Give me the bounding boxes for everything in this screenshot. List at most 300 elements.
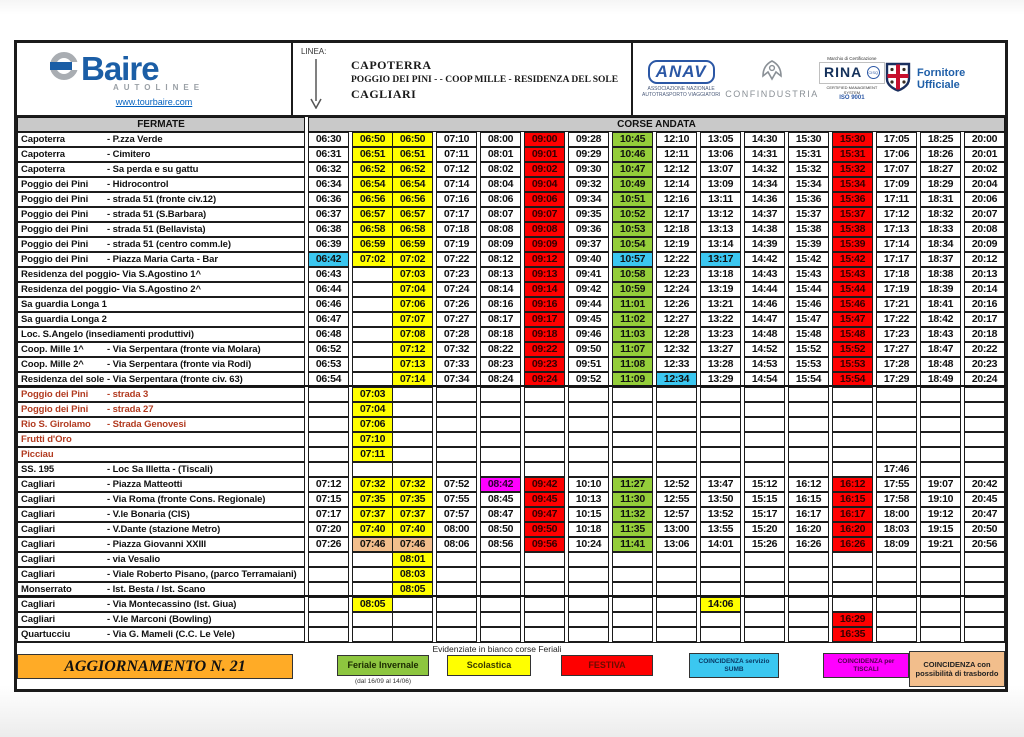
time-cell: 06:54 [308,372,349,387]
time-cell [656,552,697,567]
time-cell [964,552,1005,567]
time-cell: 08:18 [480,327,521,342]
time-cell [700,552,741,567]
time-cell: 18:43 [920,327,961,342]
time-cell: 20:45 [964,492,1005,507]
table-row [17,417,1005,432]
time-cell: 13:12 [700,207,741,222]
time-cell [393,597,433,612]
time-cell [352,282,393,297]
time-cell: 07:14 [393,372,433,387]
time-cell: 06:48 [308,327,349,342]
time-cell: 08:08 [480,222,521,237]
time-cell [964,417,1005,432]
rina-logo [819,56,885,102]
time-cell: 20:24 [964,372,1005,387]
stop-label: Poggio dei Pini - strada 27 [17,402,305,417]
table-row [17,222,1005,237]
table-row [17,567,1005,582]
time-cell [744,462,785,477]
stop-label: Sa guardia Longa 2 [17,312,305,327]
time-cell [612,402,653,417]
time-cell [744,582,785,597]
time-cell: 06:50 [393,132,433,147]
stop-label: Residenza del poggio - Via S.Agostino 1^ [17,267,305,282]
time-cell: 18:48 [920,357,961,372]
time-cell: 14:30 [744,132,785,147]
stop-label: Coop. Mille 2^ - Via Serpentara (fronte via Rodi) [17,357,305,372]
time-cell [788,582,829,597]
time-cell: 17:09 [876,177,917,192]
time-cell [352,312,393,327]
time-cell [920,582,961,597]
time-cell: 18:37 [920,252,961,267]
time-cell [436,447,477,462]
time-cell: 07:02 [352,252,393,267]
time-cell [876,402,917,417]
time-cell: 14:42 [744,252,785,267]
time-cell [612,582,653,597]
time-cell: 07:27 [436,312,477,327]
time-cell: 08:05 [393,582,433,597]
time-cell: 15:34 [788,177,829,192]
time-cell [393,627,433,642]
time-cell [788,402,829,417]
time-cell: 07:57 [436,507,477,522]
time-cell: 17:05 [876,132,917,147]
time-cell [436,597,477,612]
time-cell [612,627,653,642]
time-cell: 10:58 [612,267,653,282]
time-cell: 14:06 [700,597,741,612]
time-cell: 08:02 [480,162,521,177]
time-cell: 07:03 [393,267,433,282]
route-destination: CAGLIARI [351,87,417,101]
time-cell: 14:37 [744,207,785,222]
time-cell [480,552,521,567]
time-cell [656,597,697,612]
time-cell: 07:11 [352,447,393,462]
time-cell: 06:34 [308,177,349,192]
time-cell [524,387,565,402]
time-cell [352,357,393,372]
time-cell [480,387,521,402]
time-cell: 18:03 [876,522,917,537]
time-cell: 15:48 [788,327,829,342]
route-cell [293,43,633,115]
time-cell [524,552,565,567]
confindustria-name: CONFINDUSTRIA [725,88,819,99]
time-cell: 14:48 [744,327,785,342]
time-cell: 17:13 [876,222,917,237]
time-cell: 07:34 [436,372,477,387]
time-cell [352,267,393,282]
time-cell: 11:27 [612,477,653,492]
time-cell [436,462,477,477]
table-row [17,612,1005,627]
time-cell: 15:34 [832,177,873,192]
stop-label: Poggio dei Pini - strada 51 (fronte civ.12) [17,192,305,207]
time-cell [612,387,653,402]
time-cell: 12:19 [656,237,697,252]
time-cell: 07:35 [393,492,433,507]
time-cell: 12:10 [656,132,697,147]
time-cell: 06:52 [393,162,433,177]
time-cell: 17:06 [876,147,917,162]
time-cell: 20:00 [964,132,1005,147]
table-row [17,132,1005,147]
stop-label: Capoterra - P.zza Verde [17,132,305,147]
time-cell [656,417,697,432]
time-cell [920,612,961,627]
time-cell: 07:19 [436,237,477,252]
table-row [17,312,1005,327]
time-cell: 07:06 [393,297,433,312]
time-cell [612,462,653,477]
time-cell: 10:46 [612,147,653,162]
time-cell: 09:46 [568,327,609,342]
legend-coincidenza-tiscali: COINCIDENZA per TISCALI [823,653,909,678]
time-cell [788,627,829,642]
time-cell: 07:33 [436,357,477,372]
time-cell: 15:43 [832,267,873,282]
time-cell [524,612,565,627]
stop-label: Picciau [17,447,305,462]
table-row [17,582,1005,597]
time-cell: 18:38 [920,267,961,282]
time-cell: 06:31 [308,147,349,162]
time-cell: 20:13 [964,267,1005,282]
time-cell: 19:12 [920,507,961,522]
time-cell: 20:50 [964,522,1005,537]
time-cell: 09:47 [524,507,565,522]
time-cell [612,417,653,432]
time-cell: 06:56 [393,192,433,207]
time-cell: 07:46 [352,537,393,552]
time-cell: 16:15 [788,492,829,507]
time-cell [832,432,873,447]
time-cell: 16:26 [788,537,829,552]
time-cell: 07:32 [393,477,433,492]
time-cell [656,567,697,582]
time-cell: 08:03 [393,567,433,582]
cisq-badge-icon: CISQ [867,66,880,79]
time-cell: 16:35 [832,627,873,642]
time-cell [436,612,477,627]
time-cell [308,447,349,462]
time-cell [788,432,829,447]
time-cell [700,402,741,417]
table-row [17,147,1005,162]
time-cell [308,552,349,567]
time-cell: 11:01 [612,297,653,312]
time-cell: 09:50 [524,522,565,537]
time-cell: 06:30 [308,132,349,147]
time-cell [964,582,1005,597]
time-cell [568,462,609,477]
time-cell: 10:57 [612,252,653,267]
time-cell: 19:10 [920,492,961,507]
time-cell: 09:40 [568,252,609,267]
time-cell: 06:52 [308,342,349,357]
time-cell [920,387,961,402]
time-cell [744,432,785,447]
time-cell [524,627,565,642]
time-cell [744,447,785,462]
time-cell: 09:00 [524,132,565,147]
time-cell [656,462,697,477]
time-cell [832,567,873,582]
time-cell: 12:55 [656,492,697,507]
time-cell [876,387,917,402]
time-cell: 15:38 [788,222,829,237]
time-cell [876,567,917,582]
time-cell: 13:06 [656,537,697,552]
time-cell: 07:22 [436,252,477,267]
time-cell [920,447,961,462]
time-cell: 07:37 [352,507,393,522]
time-cell: 12:23 [656,267,697,282]
time-cell: 20:04 [964,177,1005,192]
timetable-sheet [14,40,1008,692]
time-cell: 07:40 [393,522,433,537]
time-cell: 18:27 [920,162,961,177]
legend-festiva: FESTIVA [561,655,653,676]
time-cell [700,417,741,432]
time-cell [393,462,433,477]
time-cell [700,462,741,477]
table-row [17,447,1005,462]
table-row [17,432,1005,447]
time-cell [393,432,433,447]
time-cell: 07:18 [436,222,477,237]
table-row [17,402,1005,417]
time-cell [480,462,521,477]
time-cell: 15:44 [832,282,873,297]
table-row [17,537,1005,552]
time-cell [393,387,433,402]
time-cell [524,447,565,462]
time-cell: 16:12 [832,477,873,492]
time-cell [920,552,961,567]
time-cell [568,402,609,417]
time-cell: 12:33 [656,357,697,372]
time-cell: 15:53 [832,357,873,372]
time-cell: 18:31 [920,192,961,207]
time-cell [352,327,393,342]
time-cell: 11:30 [612,492,653,507]
time-cell [920,432,961,447]
time-cell: 14:39 [744,237,785,252]
time-cell: 06:58 [393,222,433,237]
legend-feriale-caption: (dal 16/09 al 14/06) [354,678,411,685]
stop-label: Poggio dei Pini - strada 51 (S.Barbara) [17,207,305,222]
time-cell [436,402,477,417]
time-cell: 15:32 [788,162,829,177]
time-cell: 15:47 [832,312,873,327]
time-cell [656,432,697,447]
rina-caption-top: Marchio di Certificazione [827,56,877,61]
brand-subtitle: AUTOLINEE [113,83,205,92]
anav-caption: ASSOCIAZIONE NAZIONALE AUTOTRASPORTO VIAGGIATORI [642,86,721,98]
table-row [17,522,1005,537]
time-cell [568,597,609,612]
time-cell [744,627,785,642]
time-cell [656,447,697,462]
time-cell [393,417,433,432]
time-cell: 11:09 [612,372,653,387]
time-cell [480,447,521,462]
time-cell [480,612,521,627]
stop-label: Capoterra - Sa perda e su gattu [17,162,305,177]
time-cell [612,447,653,462]
time-cell: 11:08 [612,357,653,372]
time-cell: 12:27 [656,312,697,327]
eagle-icon [759,69,785,86]
time-cell: 20:22 [964,342,1005,357]
time-cell [352,582,393,597]
time-cell [436,552,477,567]
time-cell: 15:37 [788,207,829,222]
time-cell: 11:07 [612,342,653,357]
time-cell: 13:13 [700,222,741,237]
time-cell: 07:08 [393,327,433,342]
time-cell: 14:44 [744,282,785,297]
time-cell: 06:51 [393,147,433,162]
time-cell: 15:26 [744,537,785,552]
time-cell: 14:31 [744,147,785,162]
table-row [17,282,1005,297]
stop-label: Cagliari - Viale Roberto Pisano, (parco Terramaiani) [17,567,305,582]
time-cell: 07:16 [436,192,477,207]
time-cell [876,552,917,567]
time-cell: 12:22 [656,252,697,267]
time-cell: 07:26 [436,297,477,312]
time-cell: 06:39 [308,237,349,252]
time-cell [744,417,785,432]
time-cell: 09:50 [568,342,609,357]
legend-coincidenza-sumb: COINCIDENZA servizio SUMB [689,653,779,678]
time-cell: 12:14 [656,177,697,192]
time-cell: 13:17 [700,252,741,267]
time-cell: 12:32 [656,342,697,357]
time-cell: 08:12 [480,252,521,267]
time-cell: 14:43 [744,267,785,282]
time-cell: 06:54 [352,177,393,192]
time-cell: 09:02 [524,162,565,177]
time-cell: 17:58 [876,492,917,507]
time-cell: 09:07 [524,207,565,222]
time-cell [308,567,349,582]
time-cell [920,417,961,432]
time-cell: 07:23 [436,267,477,282]
time-cell [832,582,873,597]
anav-logo [637,60,725,98]
time-cell: 09:34 [568,192,609,207]
time-cell [524,417,565,432]
time-cell: 19:07 [920,477,961,492]
time-cell: 07:40 [352,522,393,537]
time-cell: 19:15 [920,522,961,537]
time-cell [876,612,917,627]
time-cell: 18:32 [920,207,961,222]
time-cell: 06:59 [393,237,433,252]
time-cell: 20:23 [964,357,1005,372]
table-row [17,177,1005,192]
time-cell [964,387,1005,402]
time-cell: 18:47 [920,342,961,357]
fornitore-label: Fornitore Ufficiale [917,67,966,91]
website-link[interactable]: www.tourbaire.com [115,97,193,107]
time-cell: 10:52 [612,207,653,222]
time-cell [568,387,609,402]
time-cell: 06:36 [308,192,349,207]
time-cell: 12:52 [656,477,697,492]
time-cell [524,432,565,447]
time-cell: 14:34 [744,177,785,192]
time-cell [393,402,433,417]
time-cell: 07:37 [393,507,433,522]
time-cell: 07:06 [352,417,393,432]
time-cell: 19:21 [920,537,961,552]
time-cell: 15:31 [788,147,829,162]
time-cell: 16:20 [788,522,829,537]
time-cell: 15:54 [832,372,873,387]
time-cell: 07:10 [352,432,393,447]
time-cell: 12:18 [656,222,697,237]
baire-ring-icon [47,49,81,88]
time-cell [700,627,741,642]
time-cell: 11:35 [612,522,653,537]
time-cell [964,597,1005,612]
time-cell: 18:25 [920,132,961,147]
time-cell: 09:14 [524,282,565,297]
time-cell: 08:00 [480,132,521,147]
time-cell [480,402,521,417]
stop-label: Quartucciu - Via G. Mameli (C.C. Le Vele) [17,627,305,642]
time-cell [352,342,393,357]
table-row [17,627,1005,642]
time-cell: 09:18 [524,327,565,342]
time-cell: 07:55 [436,492,477,507]
time-cell [352,372,393,387]
time-cell: 07:04 [393,282,433,297]
time-cell: 18:09 [876,537,917,552]
time-cell: 15:32 [832,162,873,177]
update-badge: AGGIORNAMENTO N. 21 [17,654,293,679]
stop-label: Cagliari - V.Dante (stazione Metro) [17,522,305,537]
time-cell: 16:20 [832,522,873,537]
table-row [17,462,1005,477]
time-cell: 10:15 [568,507,609,522]
time-cell: 16:15 [832,492,873,507]
time-cell: 15:37 [832,207,873,222]
time-cell [524,402,565,417]
time-cell [788,552,829,567]
time-cell: 17:22 [876,312,917,327]
time-cell [788,462,829,477]
time-cell: 18:29 [920,177,961,192]
time-cell [612,597,653,612]
time-cell: 06:59 [352,237,393,252]
time-cell: 09:37 [568,237,609,252]
time-cell: 09:09 [524,237,565,252]
time-cell: 13:19 [700,282,741,297]
time-cell [352,627,393,642]
time-cell: 15:42 [788,252,829,267]
table-row [17,477,1005,492]
time-cell [480,627,521,642]
